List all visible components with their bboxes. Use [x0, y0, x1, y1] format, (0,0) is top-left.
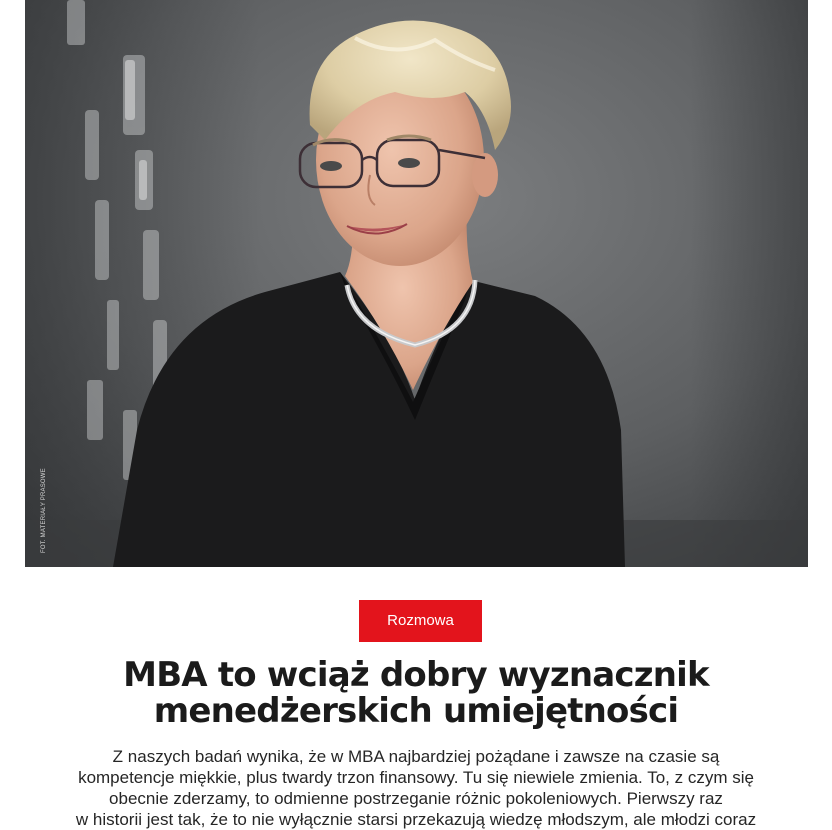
- lead-line: obecnie zderzamy, to odmienne postrzeganie różnic pokoleniowych. Pierwszy raz: [109, 789, 723, 808]
- portrait-illustration: [25, 0, 808, 567]
- article-lead: [60, 746, 772, 830]
- headline-line: menedżerskich umiejętności: [153, 691, 679, 731]
- portrait-photo: [25, 0, 808, 567]
- lead-line: Z naszych badań wynika, że w MBA najbardziej pożądane i zawsze na czasie są: [112, 747, 720, 766]
- lead-line: w historii jest tak, że to nie wyłącznie starsi przekazują wiedzę młodszym, ale młodzi coraz: [75, 810, 757, 829]
- category-tag[interactable]: Rozmowa: [359, 600, 482, 642]
- lead-line: kompetencje miękkie, plus twardy trzon finansowy. Tu się niewiele zmienia. To, z czym się: [78, 768, 754, 787]
- headline-line: MBA to wciąż dobry wyznacznik: [123, 655, 709, 695]
- photo-credit: FOT. MATERIAŁY PRASOWE: [41, 468, 47, 553]
- article-headline: [40, 657, 792, 729]
